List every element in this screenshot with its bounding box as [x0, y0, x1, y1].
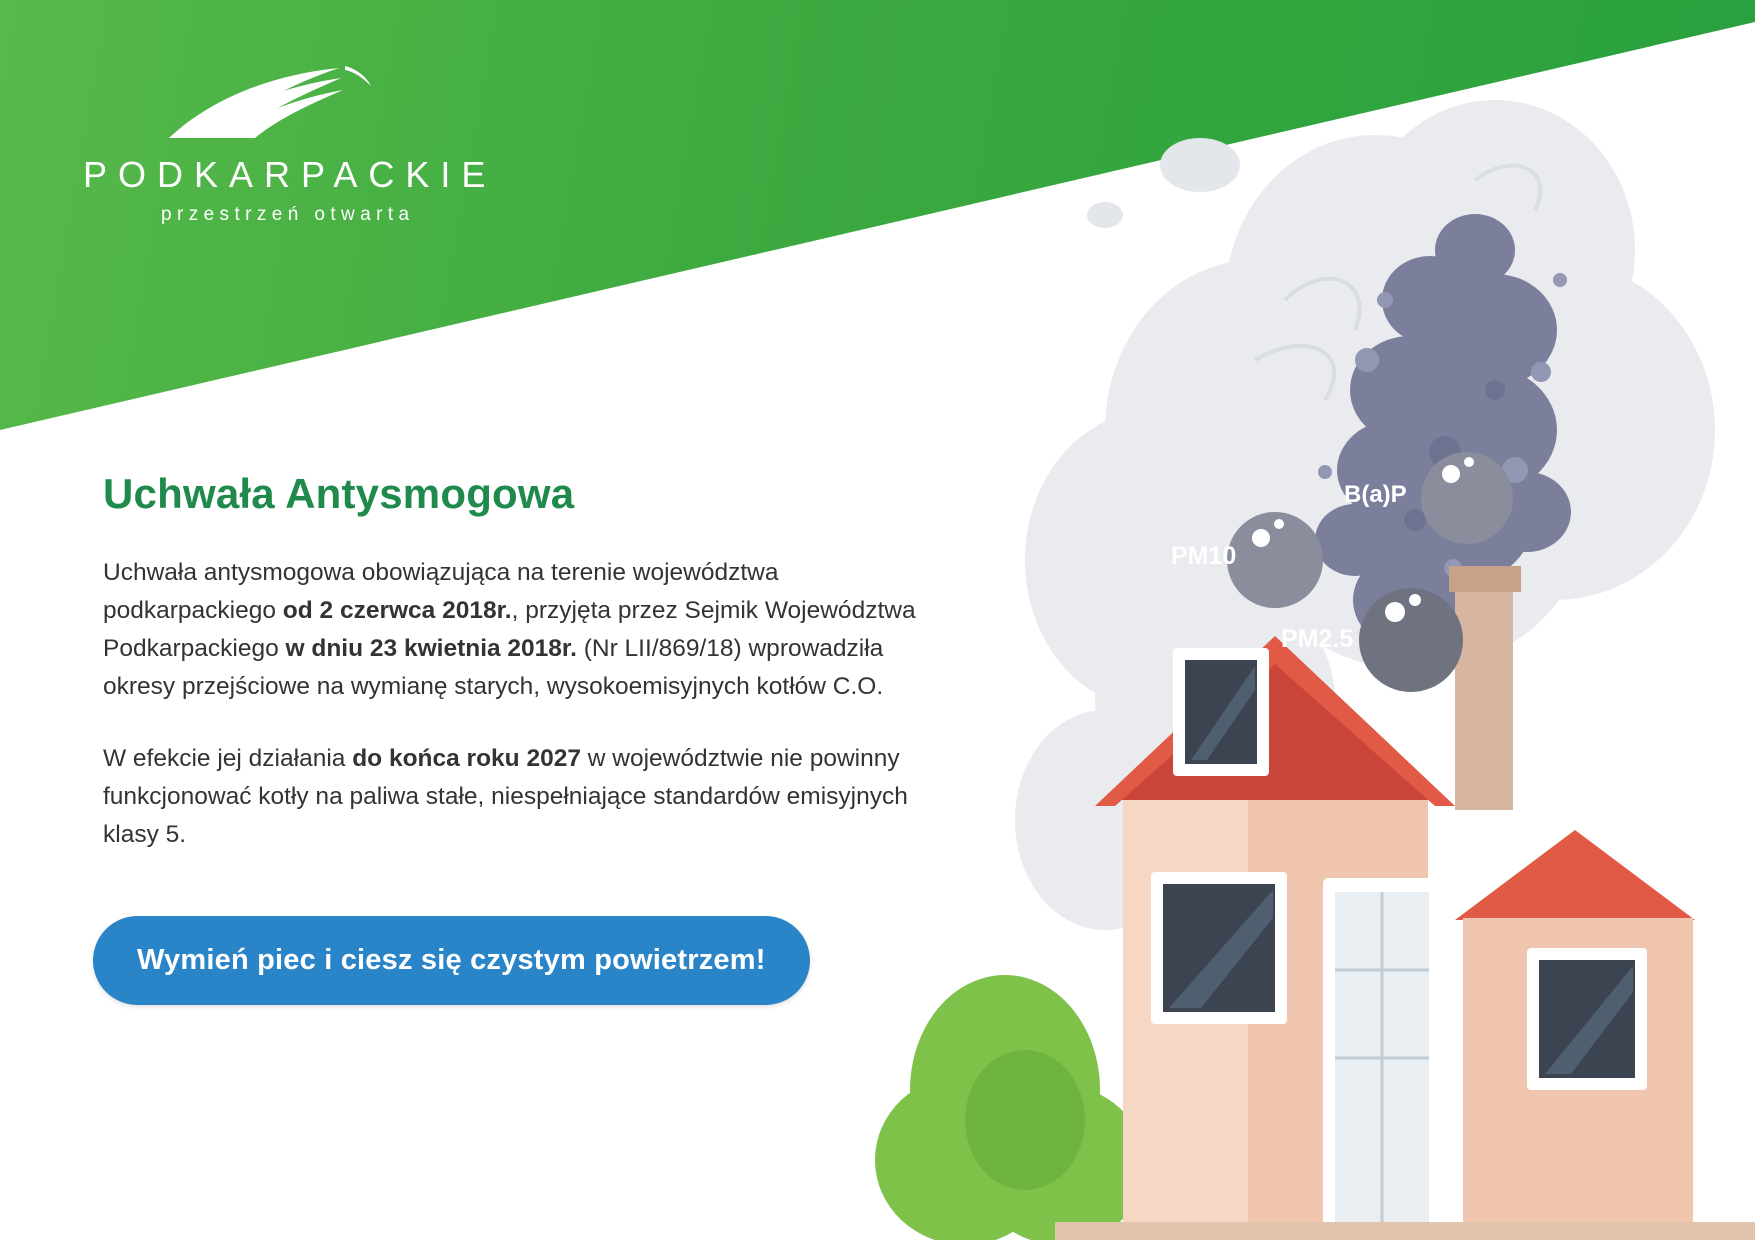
paragraph-1: Uchwała antysmogowa obowiązująca na terenie województwa podkarpackiego od 2 czerwca 2018r., przyjęta przez Sejmik Województwa Podkarpackiego w dniu 23 kwietnia 2018r. (Nr LII/869/18) wprowadziła okresy przejściowe na wymianę starych, wysokoemisyjnych kotłów C.O.: [103, 559, 916, 700]
wave-logo-icon: [83, 62, 503, 144]
page-title: Uchwała Antysmogowa: [103, 470, 575, 517]
paragraph-2: W efekcie jej działania do końca roku 2027 w województwie nie powinny funkcjonować kotły na paliwa stałe, niespełniające standardów emisyjnych klasy 5.: [103, 744, 908, 848]
badge-bap: B(a)P: [1344, 481, 1407, 508]
cta-button[interactable]: Wymień piec i ciesz się czystym powietrzem!: [93, 916, 810, 1005]
badge-pm10: PM10: [1171, 542, 1237, 570]
badge-pm25: PM2.5: [1281, 625, 1354, 653]
content-column: [103, 470, 943, 1005]
brand-logo: [83, 62, 503, 226]
brand-tagline: przestrzeń otwarta: [161, 204, 415, 225]
house-illustration: [855, 0, 1755, 1240]
brand-name: PODKARPACKIE: [83, 154, 497, 195]
